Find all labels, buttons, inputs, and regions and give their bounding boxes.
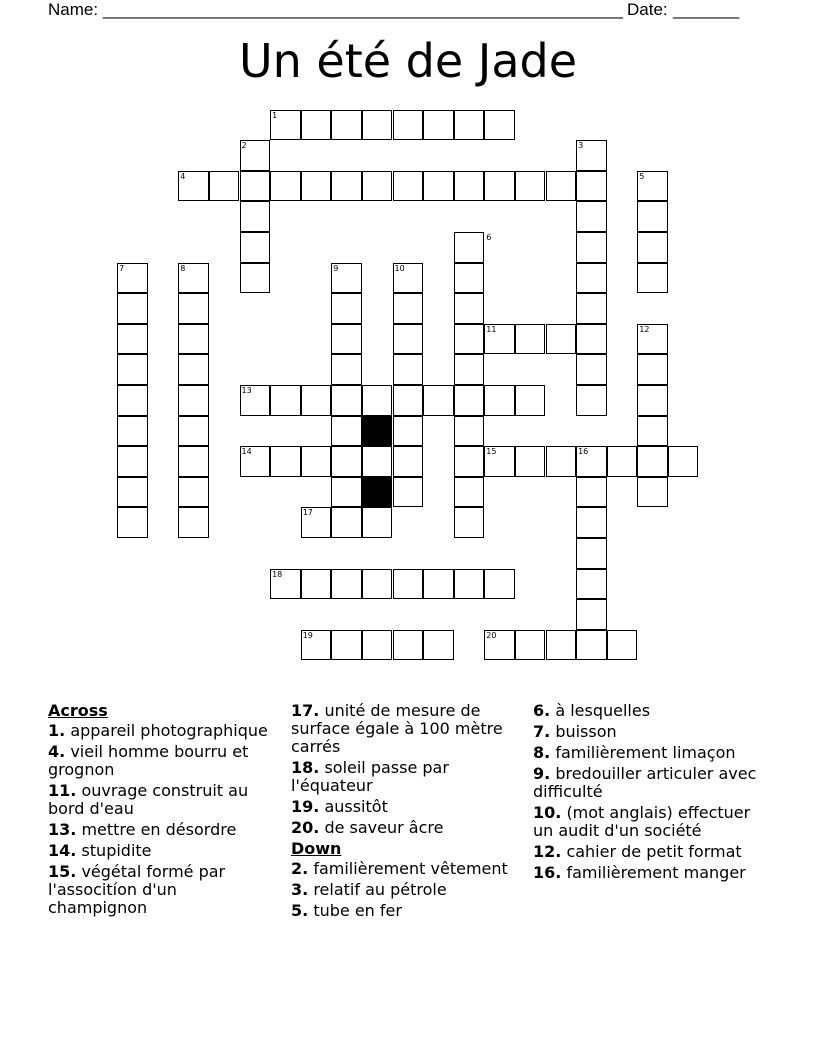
clue-text: familièrement vêtement <box>313 859 508 878</box>
grid-cell[interactable] <box>576 507 607 538</box>
clue-across-14 <box>48 842 273 860</box>
grid-cell[interactable] <box>301 569 332 600</box>
grid-cell[interactable] <box>423 569 454 600</box>
grid-cell[interactable] <box>454 446 485 477</box>
grid-cell[interactable] <box>331 507 362 538</box>
clue-number: 8. <box>533 743 551 762</box>
clue-text: familièrement manger <box>566 863 746 882</box>
grid-cell[interactable] <box>576 324 607 355</box>
grid-cell[interactable] <box>362 171 393 202</box>
grid-cell[interactable] <box>270 446 301 477</box>
grid-cell[interactable] <box>423 110 454 141</box>
grid-cell[interactable] <box>576 385 607 416</box>
clue-number: 10. <box>533 803 562 822</box>
grid-cell[interactable] <box>331 354 362 385</box>
grid-cell[interactable] <box>362 110 393 141</box>
clue-text: végétal formé par l'associtíon d'un champignon <box>48 862 226 917</box>
grid-cell[interactable] <box>393 293 424 324</box>
clue-number: 15. <box>48 862 77 881</box>
grid-cell[interactable] <box>393 569 424 600</box>
clue-down-5 <box>291 902 521 920</box>
grid-cell[interactable] <box>240 201 271 232</box>
grid-cell[interactable] <box>331 446 362 477</box>
clue-across-15 <box>48 863 273 917</box>
clue-number-label: 10 <box>394 263 405 273</box>
grid-cell[interactable] <box>607 630 638 661</box>
clue-number: 12. <box>533 842 562 861</box>
date-label: Date: <box>627 0 668 19</box>
clues-column-2 <box>291 702 521 923</box>
grid-cell[interactable] <box>362 446 393 477</box>
grid-cell[interactable] <box>362 569 393 600</box>
grid-cell[interactable] <box>331 569 362 600</box>
clue-number-label: 2 <box>241 141 247 151</box>
grid-cell[interactable] <box>576 201 607 232</box>
grid-cell[interactable] <box>607 446 638 477</box>
date-line: _______ <box>673 0 740 19</box>
clue-number-label: 1 <box>272 110 278 120</box>
clue-across-20 <box>291 819 521 837</box>
clue-number: 7. <box>533 722 551 741</box>
clue-text: stupidite <box>81 841 152 860</box>
clue-down-9 <box>533 765 773 801</box>
grid-cell[interactable] <box>178 507 209 538</box>
across-heading: Across <box>48 701 108 720</box>
grid-cell[interactable] <box>393 171 424 202</box>
grid-cell[interactable] <box>637 477 668 508</box>
name-line: _______________________________________________________ <box>103 0 624 19</box>
grid-cell[interactable] <box>209 171 240 202</box>
grid-cell[interactable] <box>393 416 424 447</box>
clue-number-label: 5 <box>639 171 645 181</box>
grid-cell[interactable] <box>515 446 546 477</box>
grid-cell[interactable] <box>362 507 393 538</box>
grid-cell[interactable] <box>423 630 454 661</box>
grid-cell[interactable] <box>178 293 209 324</box>
grid-cell[interactable] <box>454 324 485 355</box>
grid-cell[interactable] <box>546 446 577 477</box>
grid-cell[interactable] <box>576 171 607 202</box>
grid-cell[interactable] <box>178 354 209 385</box>
grid-cell[interactable] <box>515 171 546 202</box>
grid-cell[interactable] <box>637 385 668 416</box>
clue-across-4 <box>48 743 273 779</box>
clue-text: de saveur âcre <box>324 818 444 837</box>
grid-cell[interactable] <box>484 110 515 141</box>
clue-number-label: 16 <box>578 447 589 457</box>
clue-down-7 <box>533 723 773 741</box>
grid-cell[interactable] <box>117 354 148 385</box>
grid-cell[interactable] <box>576 263 607 294</box>
clue-number-label: 9 <box>333 263 339 273</box>
clue-number: 4. <box>48 742 66 761</box>
clue-text: ouvrage construit au bord d'eau <box>48 781 249 818</box>
grid-cell[interactable] <box>331 385 362 416</box>
clue-text: buisson <box>555 722 617 741</box>
clue-number-label: 8 <box>180 263 186 273</box>
grid-cell[interactable] <box>576 477 607 508</box>
clue-number: 9. <box>533 764 551 783</box>
grid-cell[interactable] <box>240 171 271 202</box>
grid-cell[interactable] <box>484 171 515 202</box>
grid-cell[interactable] <box>546 324 577 355</box>
grid-cell[interactable] <box>576 354 607 385</box>
grid-cell[interactable] <box>484 569 515 600</box>
clue-number: 18. <box>291 758 320 777</box>
clue-number-label: 18 <box>272 569 283 579</box>
clue-down-10 <box>533 804 773 840</box>
clue-down-16 <box>533 864 773 882</box>
grid-cell[interactable] <box>546 171 577 202</box>
clue-number-label: 4 <box>180 171 186 181</box>
clue-number-label: 13 <box>241 386 252 395</box>
grid-cell[interactable] <box>393 385 424 416</box>
clue-number: 19. <box>291 797 320 816</box>
grid-cell[interactable] <box>270 171 301 202</box>
clue-text: à lesquelles <box>555 701 651 720</box>
grid-cell[interactable] <box>576 293 607 324</box>
grid-cell[interactable] <box>393 354 424 385</box>
clue-number-label: 7 <box>119 263 125 273</box>
clue-number: 6. <box>533 701 551 720</box>
grid-cell[interactable] <box>576 569 607 600</box>
clue-text: mettre en désordre <box>81 820 237 839</box>
grid-cell[interactable] <box>331 110 362 141</box>
grid-cell[interactable] <box>178 324 209 355</box>
grid-cell[interactable] <box>393 324 424 355</box>
black-cell <box>362 477 393 508</box>
clue-text: cahier de petit format <box>566 842 742 861</box>
grid-cell[interactable] <box>423 385 454 416</box>
grid-cell[interactable] <box>637 416 668 447</box>
grid-cell[interactable] <box>178 477 209 508</box>
grid-cell[interactable] <box>240 232 271 263</box>
grid-cell[interactable] <box>117 324 148 355</box>
grid-cell[interactable] <box>515 385 546 416</box>
clue-number: 20. <box>291 818 320 837</box>
clue-number-label: 15 <box>486 447 497 457</box>
clue-text: bredouiller articuler avec difficulté <box>533 764 757 801</box>
black-cell <box>362 416 393 447</box>
grid-cell[interactable] <box>637 446 668 477</box>
grid-cell[interactable] <box>546 630 577 661</box>
grid-cell[interactable] <box>454 263 485 294</box>
clue-number-label: 11 <box>486 324 497 334</box>
clue-number-label: 12 <box>639 324 650 334</box>
clue-text: unité de mesure de surface égale à 100 mètre carrés <box>291 701 503 756</box>
clue-number-label: 20 <box>486 630 497 640</box>
grid-cell[interactable] <box>178 385 209 416</box>
clue-number-label: 14 <box>241 447 252 457</box>
grid-cell[interactable] <box>637 232 668 263</box>
grid-cell[interactable] <box>393 110 424 141</box>
clue-across-11 <box>48 782 273 818</box>
grid-cell[interactable] <box>362 630 393 661</box>
grid-cell[interactable] <box>668 446 699 477</box>
grid-cell[interactable] <box>393 477 424 508</box>
grid-cell[interactable] <box>301 171 332 202</box>
clue-down-2 <box>291 860 521 878</box>
grid-cell[interactable] <box>515 630 546 661</box>
clue-number-label: 19 <box>302 630 313 640</box>
page-title: Un été de Jade <box>238 34 578 88</box>
grid-cell[interactable] <box>484 385 515 416</box>
grid-cell[interactable] <box>454 569 485 600</box>
grid-cell[interactable] <box>454 110 485 141</box>
grid-cell[interactable] <box>393 446 424 477</box>
clue-number: 1. <box>48 721 66 740</box>
clue-down-6 <box>533 702 773 720</box>
clue-number: 5. <box>291 901 309 920</box>
grid-cell[interactable] <box>454 171 485 202</box>
clue-across-13 <box>48 821 273 839</box>
grid-cell[interactable] <box>117 477 148 508</box>
grid-cell[interactable] <box>576 630 607 661</box>
clue-text: soleil passe par l'équateur <box>291 758 449 795</box>
grid-cell[interactable] <box>454 416 485 447</box>
grid-cell[interactable] <box>331 630 362 661</box>
grid-cell[interactable] <box>331 477 362 508</box>
clue-across-1 <box>48 722 273 740</box>
grid-cell[interactable] <box>117 416 148 447</box>
grid-cell[interactable] <box>178 416 209 447</box>
grid-cell[interactable] <box>178 446 209 477</box>
grid-cell[interactable] <box>454 477 485 508</box>
clue-number: 17. <box>291 701 320 720</box>
grid-cell[interactable] <box>240 263 271 294</box>
clue-text: tube en fer <box>313 901 402 920</box>
grid-cell[interactable] <box>301 385 332 416</box>
grid-cell[interactable] <box>331 293 362 324</box>
clue-number: 2. <box>291 859 309 878</box>
grid-cell[interactable] <box>637 354 668 385</box>
clue-number-label: 6 <box>486 233 492 242</box>
name-label: Name: <box>48 0 99 19</box>
grid-cell[interactable] <box>637 201 668 232</box>
clue-across-18 <box>291 759 521 795</box>
clue-number-label: 3 <box>578 141 584 151</box>
clues-column-3 <box>533 702 773 885</box>
grid-cell[interactable] <box>454 232 485 263</box>
clue-number-label: 17 <box>302 508 313 518</box>
clue-number: 13. <box>48 820 77 839</box>
grid-cell[interactable] <box>270 385 301 416</box>
clue-text: familièrement limaçon <box>555 743 736 762</box>
clue-text: relatif au pétrole <box>313 880 447 899</box>
grid-cell[interactable] <box>331 416 362 447</box>
clue-across-19 <box>291 798 521 816</box>
clue-down-12 <box>533 843 773 861</box>
clue-text: aussitôt <box>324 797 388 816</box>
grid-cell[interactable] <box>362 385 393 416</box>
clue-number: 3. <box>291 880 309 899</box>
clue-across-17 <box>291 702 521 756</box>
grid-cell[interactable] <box>117 293 148 324</box>
clue-down-8 <box>533 744 773 762</box>
clue-number: 16. <box>533 863 562 882</box>
grid-cell[interactable] <box>515 324 546 355</box>
grid-cell[interactable] <box>331 171 362 202</box>
grid-cell[interactable] <box>454 354 485 385</box>
grid-cell[interactable] <box>117 385 148 416</box>
grid-cell[interactable] <box>576 538 607 569</box>
grid-cell[interactable] <box>637 263 668 294</box>
clues-column-1 <box>48 702 273 920</box>
grid-cell[interactable] <box>423 171 454 202</box>
clue-text: vieil homme bourru et grognon <box>48 742 249 779</box>
grid-cell[interactable] <box>393 630 424 661</box>
clue-down-3 <box>291 881 521 899</box>
clue-number: 14. <box>48 841 77 860</box>
clue-number: 11. <box>48 781 77 800</box>
clue-text: (mot anglais) effectuer un audit d'un société <box>533 803 751 840</box>
grid-cell[interactable] <box>576 599 607 630</box>
grid-cell[interactable] <box>301 446 332 477</box>
clue-text: appareil photographique <box>70 721 268 740</box>
grid-cell[interactable] <box>117 507 148 538</box>
down-heading: Down <box>291 839 342 858</box>
grid-cell[interactable] <box>301 110 332 141</box>
grid-cell[interactable] <box>576 232 607 263</box>
grid-cell[interactable] <box>454 507 485 538</box>
grid-cell[interactable] <box>454 293 485 324</box>
grid-cell[interactable] <box>454 385 485 416</box>
grid-cell[interactable] <box>331 324 362 355</box>
grid-cell[interactable] <box>117 446 148 477</box>
